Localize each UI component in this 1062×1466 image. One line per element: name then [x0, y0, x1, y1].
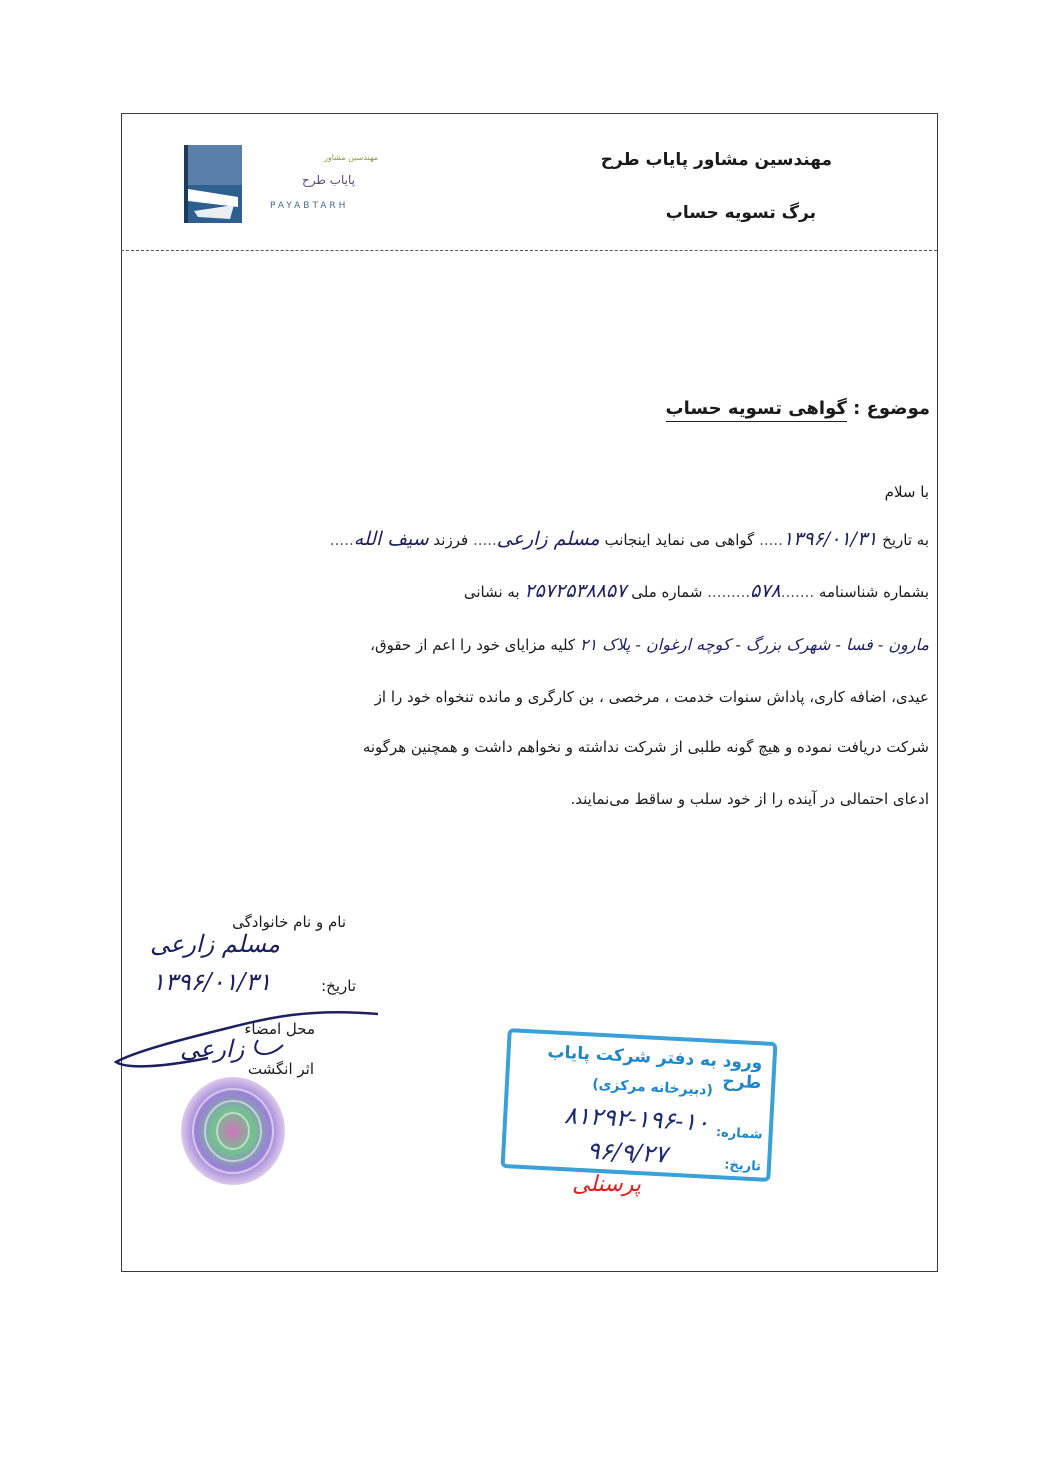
body-line-4: عیدی، اضافه کاری، پاداش سنوات خدمت ، مرخصی ، بن کارگری و مانده تنخواه خود را از	[374, 688, 929, 706]
address-prefix: به نشانی	[463, 583, 520, 601]
subject-line	[666, 398, 930, 419]
greeting: با سلام	[884, 483, 929, 501]
logo-en-name: PAYABTARH	[270, 201, 349, 211]
thumbprint-label: اثر انگشت	[247, 1060, 314, 1078]
header-divider	[121, 250, 937, 251]
subject-label: موضوع :	[853, 398, 930, 419]
fingerprint-icon	[178, 1075, 288, 1187]
body-line-2: بشماره شناسنامه .......۵۷۸......... شماره ملی ۲۵۷۲۵۳۸۸۵۷ به نشانی	[463, 580, 929, 602]
logo-fa-name: پایاب طرح	[302, 173, 356, 187]
registry-stamp	[501, 1028, 778, 1182]
red-handwritten-note: پرسنلی	[572, 1172, 641, 1197]
stamp-number-value: ۸۱۲۹۲-۱۹۶-۱۰	[563, 1101, 710, 1137]
child-of-text: فرزند	[433, 531, 469, 549]
stamp-date-value: ۹۶/۹/۲۷	[586, 1136, 669, 1169]
id-prefix: بشماره شناسنامه	[818, 583, 929, 601]
stamp-date-label: تاریخ:	[723, 1157, 762, 1175]
signature-date-label: تاریخ:	[321, 977, 356, 995]
company-logo	[184, 145, 409, 230]
form-title: برگ تسویه حساب	[665, 203, 816, 223]
stamp-subtitle: (دبیرخانه مرکزی)	[591, 1076, 714, 1099]
stamp-title: ورود به دفتر شرکت پایاب طرح	[546, 1042, 763, 1094]
certify-text: گواهی می نماید اینجانب	[604, 531, 755, 549]
national-prefix: شماره ملی	[631, 583, 703, 601]
handwritten-father: سیف الله	[353, 528, 429, 550]
subject-value: گواهی تسویه حساب	[666, 398, 847, 422]
signature-scribble-icon	[108, 1000, 383, 1075]
handwritten-date: ۱۳۹۶/۰۱/۳۱	[782, 528, 878, 550]
company-title: مهندسین مشاور پایاب طرح	[600, 150, 832, 170]
body-line-3	[177, 635, 929, 654]
logo-small-text: مهندسین مشاور	[324, 153, 378, 162]
handwritten-signature: زارعی	[180, 1035, 245, 1063]
logo-mark-icon	[184, 145, 242, 223]
handwritten-id: ۵۷۸	[750, 580, 781, 602]
handwritten-national-id: ۲۵۷۲۵۳۸۸۵۷	[524, 580, 627, 602]
handwritten-signature-date: ۱۳۹۶/۰۱/۳۱	[152, 968, 272, 996]
signature-place-label: محل امضاء	[244, 1020, 315, 1038]
body-line-6: ادعای احتمالی در آینده را از خود سلب و ساقط می‌نمایند.	[570, 790, 929, 808]
date-prefix: به تاریخ	[882, 531, 929, 549]
handwritten-name: مسلم زارعی	[496, 528, 600, 550]
stamp-number-label: شماره:	[715, 1125, 763, 1143]
benefits-text: کلیه مزایای خود را اعم از حقوق،	[370, 636, 576, 654]
body-line-1: به تاریخ ۱۳۹۶/۰۱/۳۱..... گواهی می نماید اینجانب مسلم زارعی..... فرزند سیف الله.....	[329, 528, 929, 550]
body-line-5: شرکت دریافت نموده و هیچ گونه طلبی از شرکت نداشته و نخواهم داشت و همچنین هرگونه	[362, 738, 929, 756]
handwritten-address: مارون - فسا - شهرک بزرگ - کوچه ارغوان - پلاک ۲۱	[579, 635, 929, 654]
handwritten-signer-name: مسلم زارعی	[150, 930, 280, 958]
name-label: نام و نام خانوادگی	[232, 913, 346, 931]
